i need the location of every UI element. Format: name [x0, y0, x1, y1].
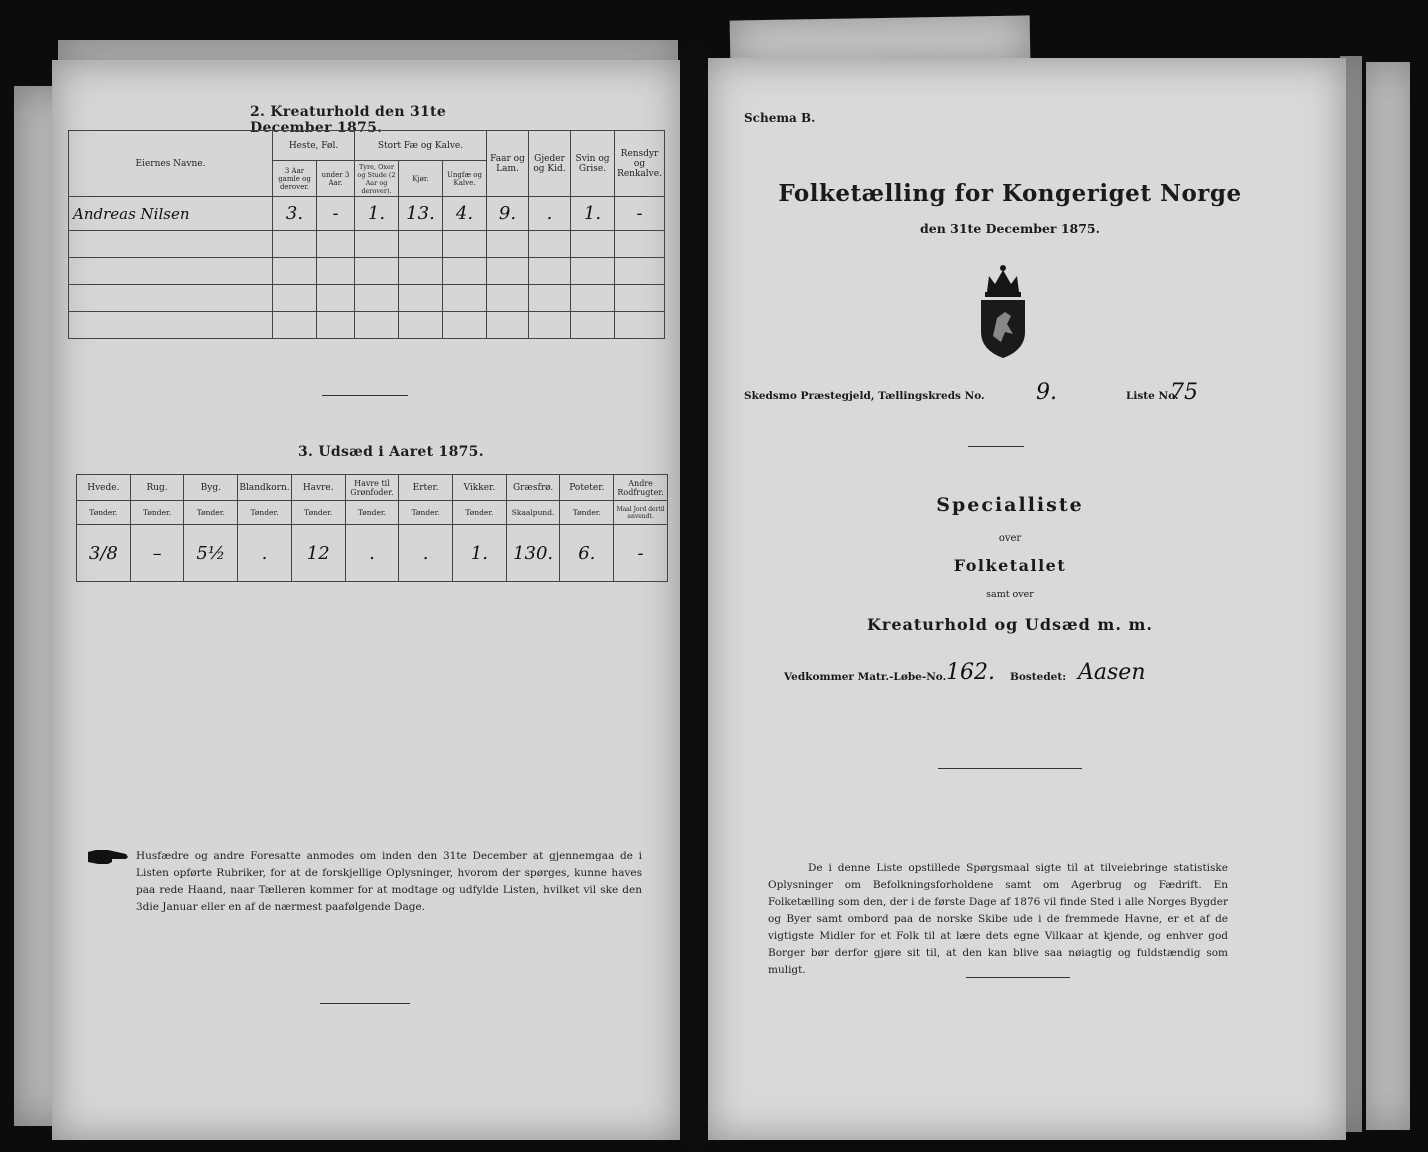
seed-table	[76, 474, 668, 582]
seed-value-mixed-grain: .	[238, 525, 292, 582]
divider	[320, 1003, 410, 1004]
seed-value-grass-seed: 130.	[506, 525, 560, 582]
header-owner-names: Eiernes Navne.	[69, 131, 273, 197]
table-row-empty	[69, 285, 665, 312]
seed-value-barley: 5½	[184, 525, 238, 582]
seed-header-green-oats: Havre til Grønfoder.	[345, 475, 399, 501]
header-sheep: Faar og Lam.	[487, 131, 529, 197]
seed-header-other-roots: Andre Rodfrugter.	[614, 475, 668, 501]
schema-label: Schema B.	[744, 111, 816, 125]
cell-young-cattle: 4.	[443, 197, 487, 231]
seed-unit: Tønder.	[184, 501, 238, 525]
kreaturhold-heading: Kreaturhold og Udsæd m. m.	[867, 615, 1153, 634]
census-title: Folketælling for Kongeriget Norge	[778, 180, 1242, 207]
page-edge-right-outer	[1366, 62, 1410, 1130]
pointing-hand-icon	[86, 846, 130, 868]
seed-unit: Tønder.	[453, 501, 507, 525]
divider	[966, 977, 1070, 978]
subheader-horses-old: 3 Aar gamle og derover.	[273, 161, 317, 197]
seed-header-oats: Havre.	[291, 475, 345, 501]
seed-value-peas: .	[399, 525, 453, 582]
seed-value-rye: –	[130, 525, 184, 582]
seed-header-peas: Erter.	[399, 475, 453, 501]
list-label: Liste No.	[1126, 390, 1179, 402]
seed-value-wheat: 3/8	[77, 525, 131, 582]
seed-header-rye: Rug.	[130, 475, 184, 501]
samt-over-text: samt over	[986, 589, 1034, 600]
cell-goats: .	[529, 197, 571, 231]
cell-bulls: 1.	[355, 197, 399, 231]
seed-unit: Tønder.	[560, 501, 614, 525]
table-row-empty	[69, 258, 665, 285]
matr-label: Vedkommer Matr.-Løbe-No.	[784, 671, 947, 683]
census-date: den 31te December 1875.	[920, 221, 1100, 236]
district-number: 9.	[1036, 380, 1057, 405]
seed-value-vetch: 1.	[453, 525, 507, 582]
cell-pigs: 1.	[571, 197, 615, 231]
specialliste-heading: Specialliste	[936, 494, 1084, 516]
book-gutter	[680, 40, 708, 1152]
section-2-title: 2. Kreaturhold den 31te December 1875.	[250, 104, 447, 136]
seed-value-other-roots: -	[614, 525, 668, 582]
coat-of-arms-icon	[975, 262, 1031, 360]
folketallet-heading: Folketallet	[953, 556, 1067, 575]
table-row-empty	[69, 312, 665, 339]
bosted-label: Bostedet:	[1010, 671, 1067, 683]
matr-number: 162.	[946, 660, 995, 685]
seed-header-vetch: Vikker.	[453, 475, 507, 501]
subheader-horses-young: under 3 Aar.	[317, 161, 355, 197]
seed-value-oats: 12	[291, 525, 345, 582]
seed-value-potatoes: 6.	[560, 525, 614, 582]
subheader-cows: Kjør.	[399, 161, 443, 197]
seed-unit: Tønder.	[77, 501, 131, 525]
cell-reindeer: -	[615, 197, 665, 231]
seed-unit: Tønder.	[130, 501, 184, 525]
table-row-empty	[69, 231, 665, 258]
owner-name-cell: Andreas Nilsen	[69, 197, 273, 231]
table-row	[77, 525, 668, 582]
census-explanation: De i denne Liste opstillede Spørgsmaal sigte til at tilveiebringe statistiske Oplysninger om Befolkningsforholdene samt om Agerbrug og Fædrift. En Folketælling som den, der i de første Dage af 1876 vil finde Sted i alle Norges Bygder og Byer samt ombord paa de norske Skibe ude i de fremmede Havne, er et af de vigtigste Midler for et Folk til at lære dets egne Vilkaar at kjende, og enhver god Borger bør derfor gjøre sit til, at den kan blive saa nøiagtig og fuldstændig som muligt.	[768, 862, 1228, 976]
header-pigs: Svin og Grise.	[571, 131, 615, 197]
bosted-value: Aasen	[1078, 660, 1146, 685]
cell-sheep: 9.	[487, 197, 529, 231]
household-notice: Husfædre og andre Foresatte anmodes om inden den 31te December at gjennemgaa de i Listen opførte Rubriker, for at de forskjellige Oplysninger, hvorom der spørges, kunne haves paa rede Haand, naar Tælleren kommer for at modtage og udfylde Listen, hvilket vil ske den 3die Januar eller en af de nærmest paafølgende Dage.	[136, 850, 642, 913]
divider	[968, 446, 1024, 447]
seed-unit: Tønder.	[291, 501, 345, 525]
seed-header-barley: Byg.	[184, 475, 238, 501]
section-3-title: 3. Udsæd i Aaret 1875.	[298, 444, 484, 460]
list-number: 75	[1170, 380, 1198, 405]
subheader-bulls: Tyre, Oxer og Stude (2 Aar og derover).	[355, 161, 399, 197]
seed-unit: Skaalpund.	[506, 501, 560, 525]
seed-header-wheat: Hvede.	[77, 475, 131, 501]
header-goats: Gjeder og Kid.	[529, 131, 571, 197]
cell-horses-young: -	[317, 197, 355, 231]
header-cattle: Stort Fæ og Kalve.	[355, 131, 487, 161]
header-reindeer: Rensdyr og Renkalve.	[615, 131, 665, 197]
header-horses: Heste, Føl.	[273, 131, 355, 161]
seed-header-potatoes: Poteter.	[560, 475, 614, 501]
seed-unit: Tønder.	[238, 501, 292, 525]
over-text: over	[998, 533, 1022, 544]
seed-unit: Maal Jord dertil anvendt.	[614, 501, 668, 525]
livestock-table	[68, 130, 665, 339]
divider	[322, 395, 408, 396]
cell-cows: 13.	[399, 197, 443, 231]
seed-unit: Tønder.	[399, 501, 453, 525]
seed-header-grass-seed: Græsfrø.	[506, 475, 560, 501]
seed-header-mixed-grain: Blandkorn.	[238, 475, 292, 501]
seed-value-green-oats: .	[345, 525, 399, 582]
parish-label: Skedsmo Præstegjeld, Tællingskreds No.	[744, 390, 985, 402]
table-row	[69, 197, 665, 231]
subheader-young-cattle: Ungfæ og Kalve.	[443, 161, 487, 197]
cell-horses-old: 3.	[273, 197, 317, 231]
seed-unit: Tønder.	[345, 501, 399, 525]
divider	[938, 768, 1082, 769]
